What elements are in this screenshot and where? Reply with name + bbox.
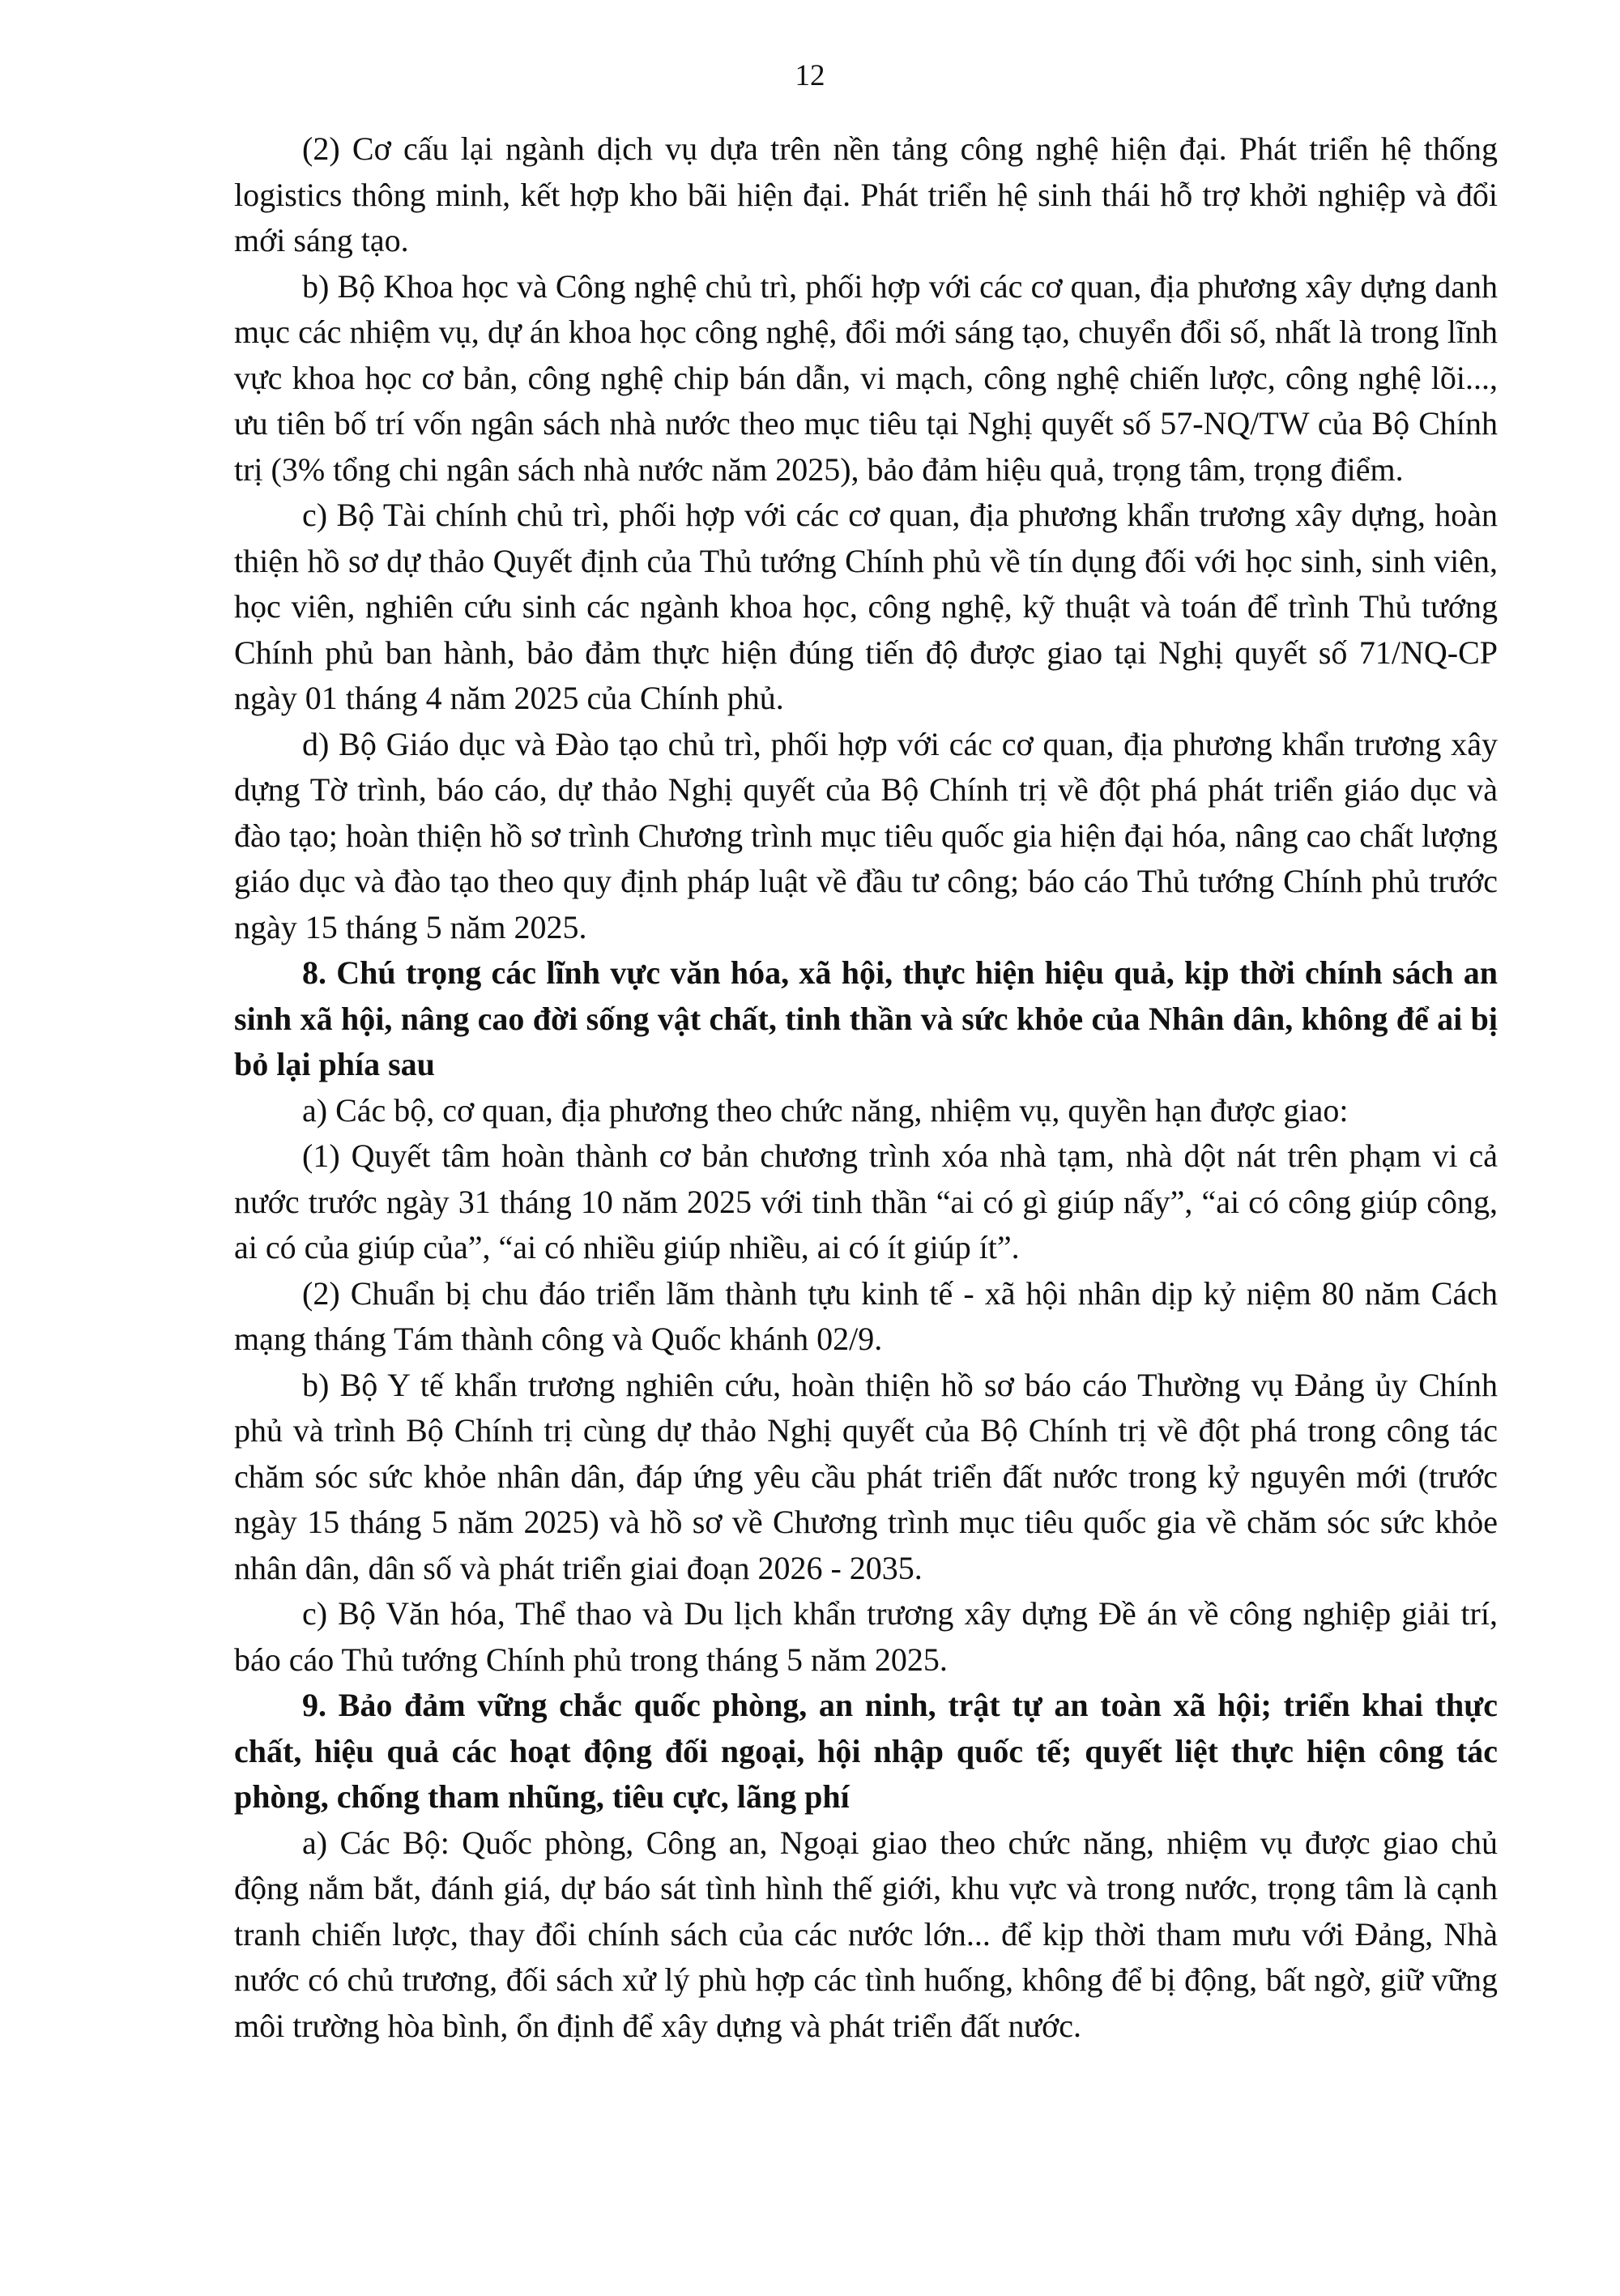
paragraph-ministries-duties: a) Các bộ, cơ quan, địa phương theo chức năng, nhiệm vụ, quyền hạn được giao: [302,1091,1349,1129]
section-heading-9: 9. Bảo đảm vững chắc quốc phòng, an ninh, trật tự an toàn xã hội; triển khai thực chất, hiệu quả các hoạt động đối ngoại, hội nhập quốc tế; quyết liệt thực hiện công tác phòng, chống tham nhũng, tiêu cực, lãng phí [234,1687,1498,1815]
paragraph-defense-security-foreign: a) Các Bộ: Quốc phòng, Công an, Ngoại giao theo chức năng, nhiệm vụ được giao chủ động nắm bắt, đánh giá, dự báo sát tình hình thế giới, khu vực và trong nước, trọng tâm là cạnh tranh chiến lược, thay đổi chính sách của các nước lớn... để kịp thời tham mưu với Đảng, Nhà nước có chủ trương, đối sách xử lý phù hợp các tình huống, không để bị động, bất ngờ, giữ vững môi trường hòa bình, ổn định để xây dựng và phát triển đất nước. [234,1824,1498,2044]
document-body [234,126,1498,2049]
paragraph-housing-program: (1) Quyết tâm hoàn thành cơ bản chương trình xóa nhà tạm, nhà dột nát trên phạm vi cả nước trước ngày 31 tháng 10 năm 2025 với tinh thần “ai có gì giúp nấy”, “ai có công giúp công, ai có của giúp của”, “ai có nhiều giúp nhiều, ai có ít giúp ít”. [234,1137,1498,1265]
paragraph-education-ministry: d) Bộ Giáo dục và Đào tạo chủ trì, phối hợp với các cơ quan, địa phương khẩn trương xây dựng Tờ trình, báo cáo, dự thảo Nghị quyết của Bộ Chính trị về đột phá phát triển giáo dục và đào tạo; hoàn thiện hồ sơ trình Chương trình mục tiêu quốc gia hiện đại hóa, nâng cao chất lượng giáo dục và đào tạo theo quy định pháp luật về đầu tư công; báo cáo Thủ tướng Chính phủ trước ngày 15 tháng 5 năm 2025. [234,725,1498,945]
paragraph-health-ministry: b) Bộ Y tế khẩn trương nghiên cứu, hoàn thiện hồ sơ báo cáo Thường vụ Đảng ủy Chính phủ và trình Bộ Chính trị cùng dự thảo Nghị quyết của Bộ Chính trị về đột phá trong công tác chăm sóc sức khỏe nhân dân, đáp ứng yêu cầu phát triển đất nước trong kỷ nguyên mới (trước ngày 15 tháng 5 năm 2025) và hồ sơ về Chương trình mục tiêu quốc gia về chăm sóc sức khỏe nhân dân, dân số và phát triển giai đoạn 2026 - 2035. [234,1366,1498,1586]
page-number: 12 [795,59,825,92]
paragraph-exhibition: (2) Chuẩn bị chu đáo triển lãm thành tựu kinh tế - xã hội nhân dịp kỷ niệm 80 năm Cách mạng tháng Tám thành công và Quốc khánh 02/9. [234,1274,1498,1357]
paragraph-culture-ministry: c) Bộ Văn hóa, Thể thao và Du lịch khẩn trương xây dựng Đề án về công nghiệp giải trí, báo cáo Thủ tướng Chính phủ trong tháng 5 năm 2025. [234,1595,1498,1678]
section-heading-8: 8. Chú trọng các lĩnh vực văn hóa, xã hội, thực hiện hiệu quả, kịp thời chính sách an sinh xã hội, nâng cao đời sống vật chất, tinh thần và sức khỏe của Nhân dân, không để ai bị bỏ lại phía sau [234,954,1498,1082]
paragraph-service-restructuring: (2) Cơ cấu lại ngành dịch vụ dựa trên nền tảng công nghệ hiện đại. Phát triển hệ thống logistics thông minh, kết hợp kho bãi hiện đại. Phát triển hệ sinh thái hỗ trợ khởi nghiệp và đổi mới sáng tạo. [234,130,1498,258]
paragraph-science-ministry: b) Bộ Khoa học và Công nghệ chủ trì, phối hợp với các cơ quan, địa phương xây dựng danh mục các nhiệm vụ, dự án khoa học công nghệ, đổi mới sáng tạo, chuyển đổi số, nhất là trong lĩnh vực khoa học cơ bản, công nghệ chip bán dẫn, vi mạch, công nghệ chiến lược, công nghệ lõi..., ưu tiên bố trí vốn ngân sách nhà nước theo mục tiêu tại Nghị quyết số 57-NQ/TW của Bộ Chính trị (3% tổng chi ngân sách nhà nước năm 2025), bảo đảm hiệu quả, trọng tâm, trọng điểm. [234,267,1498,488]
paragraph-finance-ministry: c) Bộ Tài chính chủ trì, phối hợp với các cơ quan, địa phương khẩn trương xây dựng, hoàn thiện hồ sơ dự thảo Quyết định của Thủ tướng Chính phủ về tín dụng đối với học sinh, sinh viên, học viên, nghiên cứu sinh các ngành khoa học, công nghệ, kỹ thuật và toán để trình Thủ tướng Chính phủ ban hành, bảo đảm thực hiện đúng tiến độ được giao tại Nghị quyết số 71/NQ-CP ngày 01 tháng 4 năm 2025 của Chính phủ. [234,497,1498,716]
